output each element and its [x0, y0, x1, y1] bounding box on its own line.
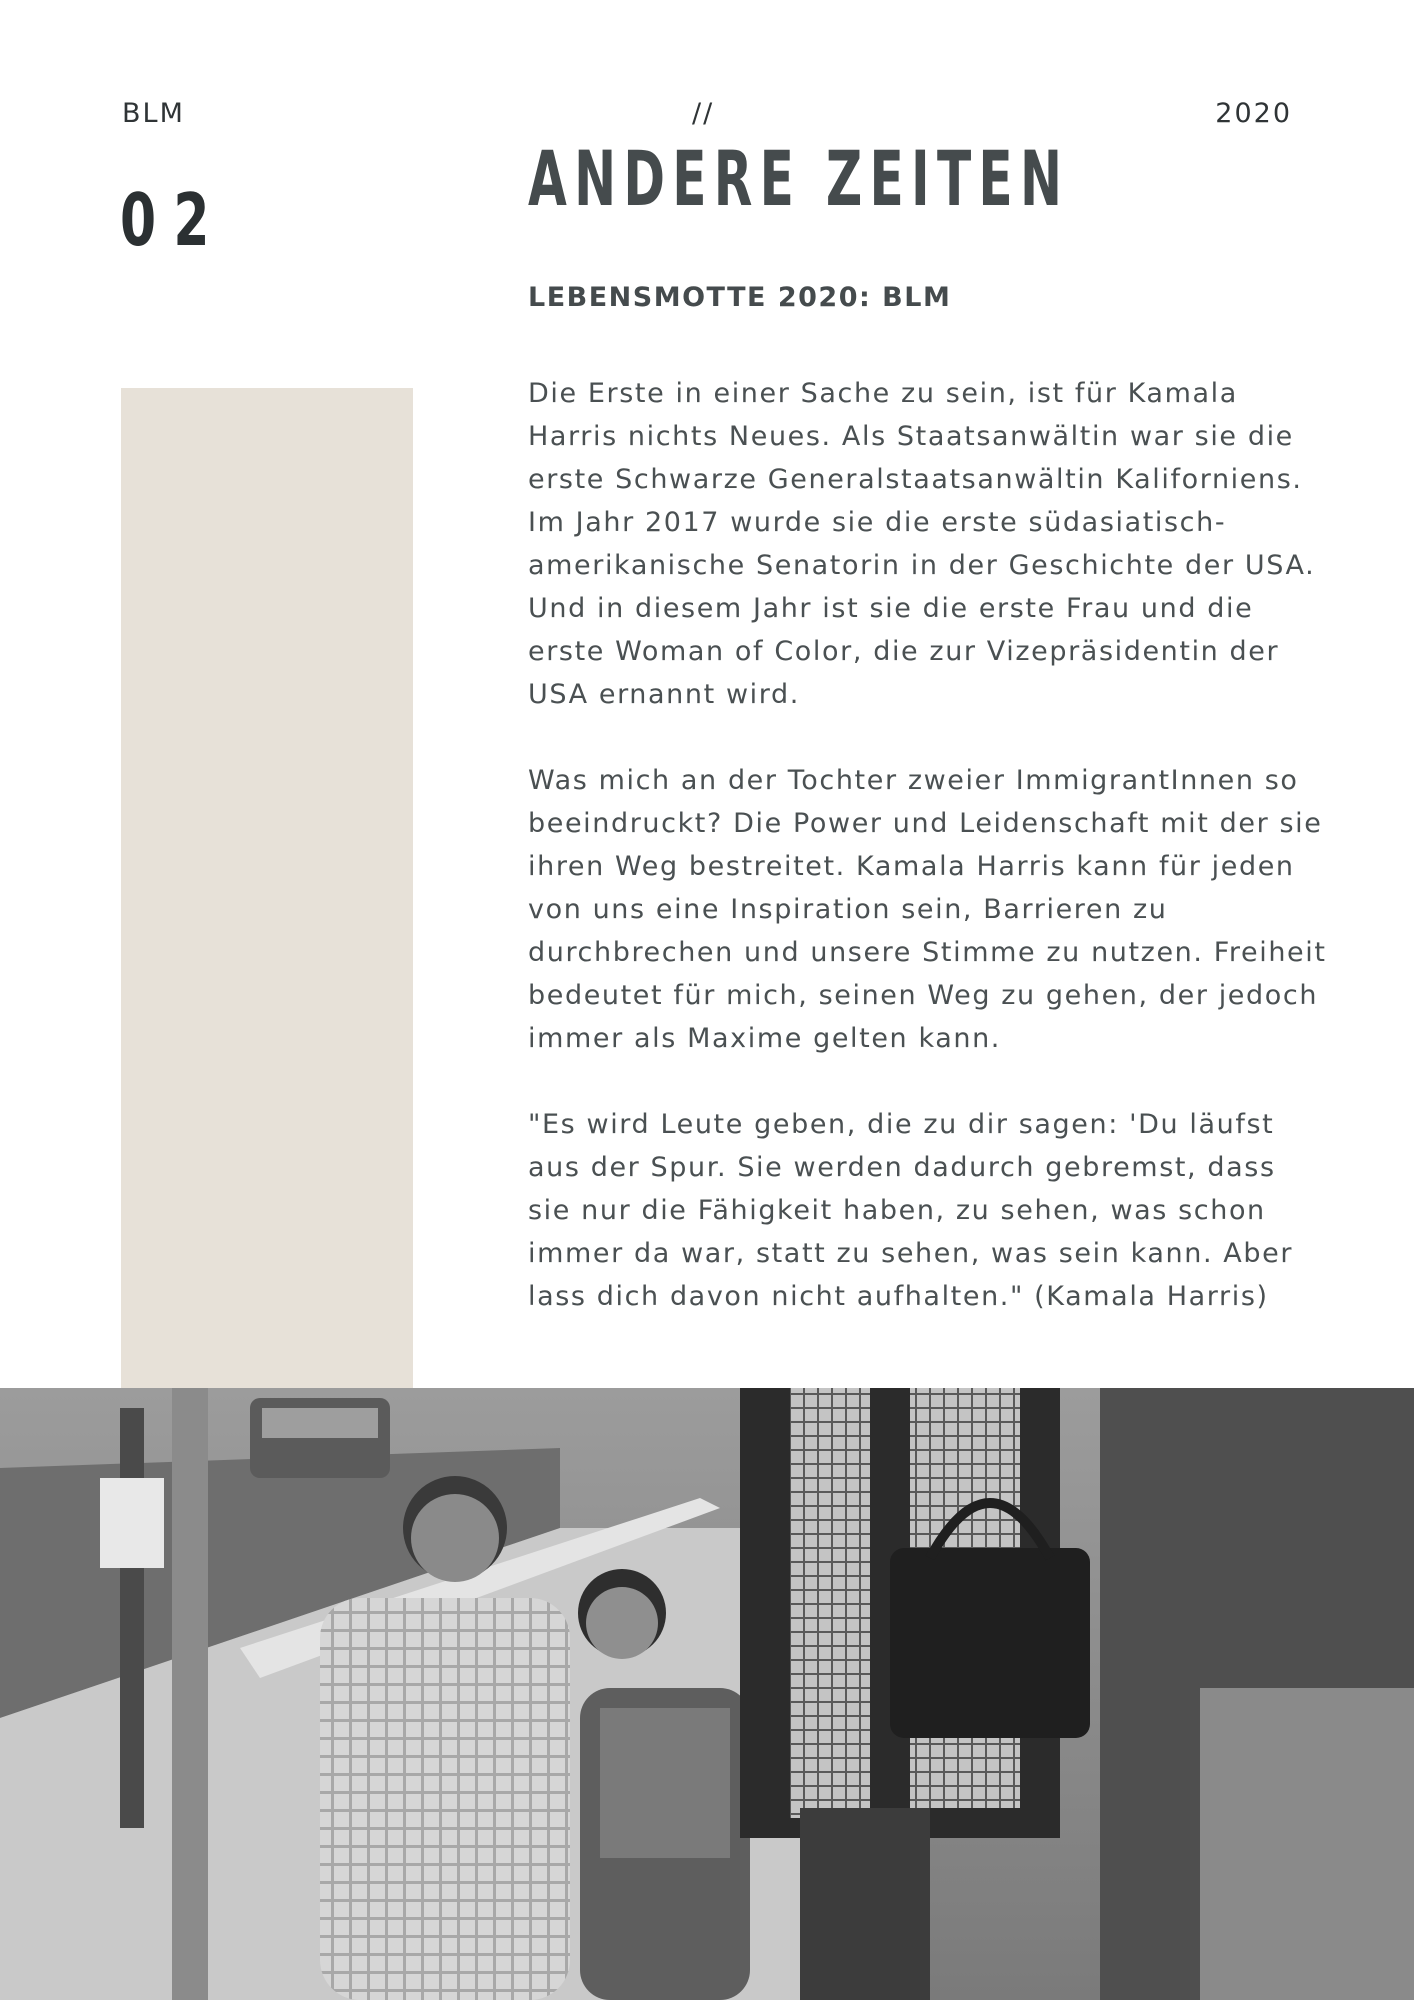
header-left-label: BLM	[122, 98, 185, 129]
black-white-family-photo	[0, 1388, 1414, 2000]
header-separator: //	[692, 98, 715, 129]
page-subtitle: LEBENSMOTTE 2020: BLM	[528, 282, 952, 313]
header-year: 2020	[1215, 98, 1292, 129]
page-number: 02	[120, 178, 227, 262]
decorative-beige-bar	[121, 388, 413, 1388]
page-title: ANDERE ZEITEN	[528, 134, 1070, 223]
paragraph-2: Was mich an der Tochter zweier ImmigrantInnen so beeindruckt? Die Power und Leidenschaft mit der sie ihren Weg bestreitet. Kamala Harris kann für jeden von uns eine Inspiration sein, Barrieren zu durchbrechen und unsere Stimme zu nutzen. Freiheit bedeutet für mich, seinen Weg zu gehen, der jedoch immer als Maxime gelten kann.	[528, 765, 1327, 1054]
paragraph-3: "Es wird Leute geben, die zu dir sagen: 'Du läufst aus der Spur. Sie werden dadurch gebremst, dass sie nur die Fähigkeit haben, zu sehen, was schon immer da war, statt zu sehen, was sein kann. Aber lass dich davon nicht aufhalten." (Kamala Harris)	[528, 1109, 1294, 1312]
paragraph-1: Die Erste in einer Sache zu sein, ist für Kamala Harris nichts Neues. Als Staatsanwältin war sie die erste Schwarze Generalstaatsanwältin Kaliforniens. Im Jahr 2017 wurde sie die erste südasiatisch-amerikanische Senatorin in der Geschichte der USA. Und in diesem Jahr ist sie die erste Frau und die erste Woman of Color, die zur Vizepräsidentin der USA ernannt wird.	[528, 378, 1316, 710]
body-text	[528, 372, 1328, 1361]
